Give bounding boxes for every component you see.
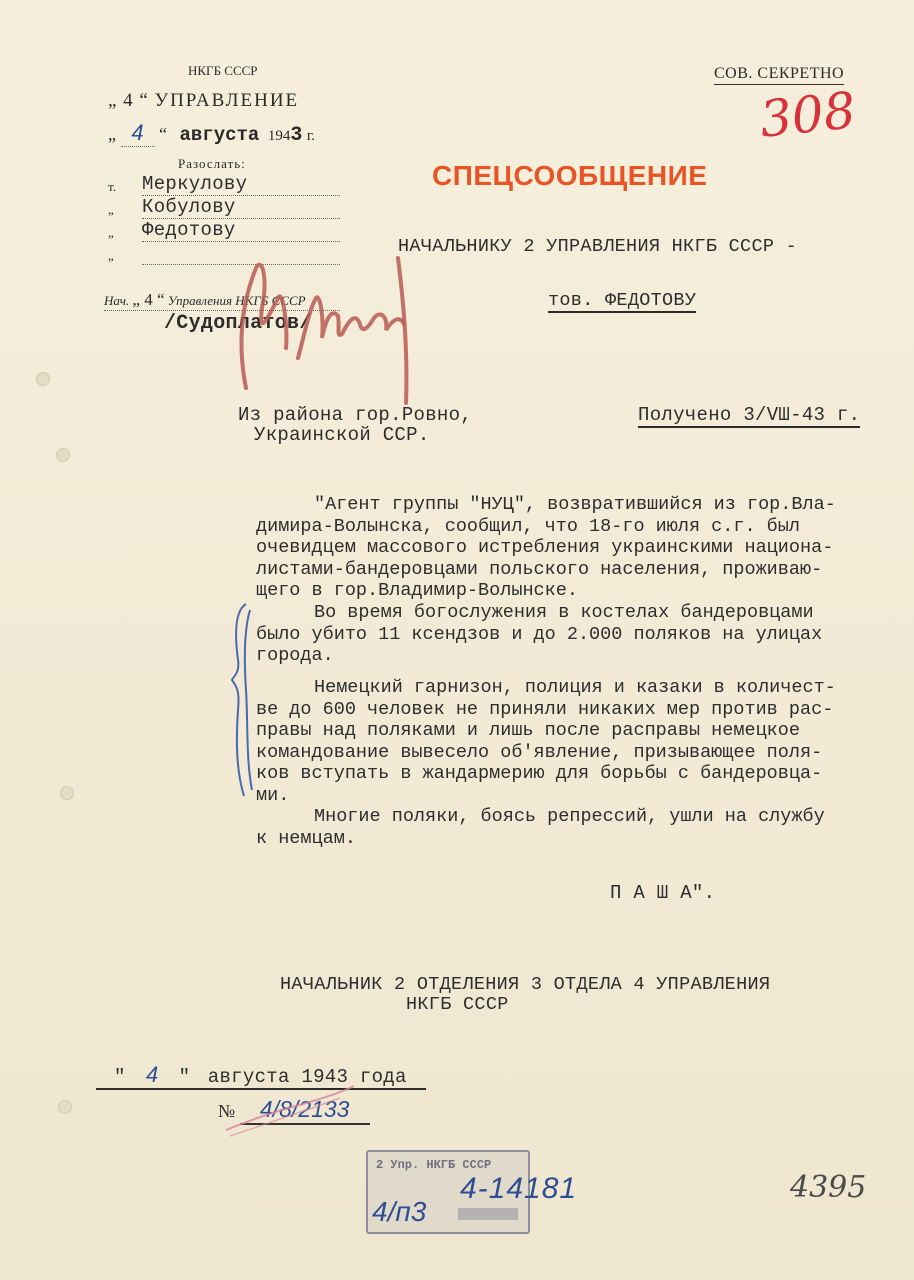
text-line: Многие поляки, боясь репрессий, ушли на службу: [314, 806, 825, 827]
paragraph-3: [256, 677, 886, 806]
text-line: листами-бандеровцами польского населения, проживаю-: [256, 558, 823, 580]
recipient-row: [108, 173, 340, 196]
corner-number: 4395: [790, 1170, 867, 1205]
recipient-prefix: „: [108, 202, 114, 217]
addressee-line2: тов. ФЕДОТОВУ: [548, 290, 697, 311]
distribute-label: Разослать:: [178, 156, 246, 171]
paragraph-4: [256, 806, 886, 849]
text-line: правы над поляками и лишь после расправы немецкое: [256, 720, 800, 741]
recipient-prefix: „: [108, 248, 114, 263]
from-line2: Украинской ССР.: [254, 424, 430, 446]
chief-name: /Судоплатов/: [164, 312, 312, 335]
chief-dept-number: „ 4 “: [132, 290, 165, 309]
stamp-smudge: [458, 1208, 518, 1220]
date-open-quote: „: [108, 124, 116, 144]
recipient-name: Кобулову: [142, 196, 340, 219]
paragraph-1: [256, 494, 886, 602]
recipient-prefix: „: [108, 225, 114, 240]
addressee-line1: НАЧАЛЬНИКУ 2 УПРАВЛЕНИЯ НКГБ СССР -: [398, 236, 798, 257]
punch-hole: [56, 448, 70, 462]
text-line: димира-Волынска, сообщил, что 18-го июля с.г. был: [256, 515, 800, 537]
footer-date-day: 4: [146, 1062, 159, 1087]
footer-date-rest: августа 1943 года: [207, 1066, 407, 1088]
stamp-text: 2 Упр. НКГБ СССР: [376, 1158, 492, 1172]
footer-date-close: ": [178, 1066, 191, 1088]
text-line: ми.: [256, 784, 290, 806]
header-date-day: 4: [121, 120, 155, 147]
punch-hole: [58, 1100, 72, 1114]
text-line: щего в гор.Владимир-Волынске.: [256, 580, 578, 601]
from-line1: Из района гор.Ровно,: [238, 404, 473, 426]
paragraph-2: [256, 602, 886, 667]
punch-hole: [60, 786, 74, 800]
text-line: к немцам.: [256, 827, 356, 849]
header-date-year-suffix: г.: [306, 128, 316, 144]
punch-hole: [36, 372, 50, 386]
red-signature-mark: [228, 238, 428, 408]
department-number: „ 4 “: [108, 90, 149, 111]
handwritten-number: 308: [757, 81, 859, 149]
org-name: НКГБ СССР: [188, 63, 258, 78]
recipient-prefix: т.: [108, 179, 116, 194]
stamp-initials: 4/п3: [372, 1196, 427, 1227]
text-line: Немецкий гарнизон, полиция и казаки в количест-: [314, 677, 836, 698]
department-line: [108, 90, 299, 112]
stamp-handwritten-number: 4-14181: [460, 1172, 578, 1205]
classification: СОВ. СЕКРЕТНО: [714, 65, 844, 85]
agent-signature: П А Ш А".: [610, 882, 716, 904]
text-line: ков вступать в жандармерию для борьбы с бандеровца-: [256, 763, 823, 784]
recipient-name: Меркулову: [142, 173, 340, 196]
blue-margin-bracket: [228, 600, 256, 800]
header-date-year: 194: [267, 128, 291, 144]
chief-label: Нач.: [104, 293, 130, 308]
date-close-quote: “: [159, 124, 167, 144]
footer-date-open: ": [114, 1066, 126, 1088]
text-line: Во время богослужения в костелах бандеровцами: [314, 602, 814, 623]
text-line: было убито 11 ксендзов и до 2.000 поляков на улицах: [256, 623, 823, 645]
pink-scribble: [220, 1080, 360, 1140]
text-line: командование вывесело об'явление, призывающее поля-: [256, 741, 823, 763]
department-label: УПРАВЛЕНИЕ: [154, 90, 300, 111]
header-date-month: августа: [179, 124, 260, 146]
received-date: Получено 3/VШ-43 г.: [638, 404, 861, 426]
recipient-row: [108, 196, 340, 219]
text-line: ве до 600 человек не приняли никаких мер против рас-: [256, 698, 834, 720]
document-title: СПЕЦСООБЩЕНИЕ: [432, 160, 708, 191]
header-date: [108, 120, 315, 147]
text-line: "Агент группы "НУЦ", возвратившийся из гор.Вла-: [314, 494, 836, 515]
signer-title-line1: НАЧАЛЬНИК 2 ОТДЕЛЕНИЯ 3 ОТДЕЛА 4 УПРАВЛЕНИЯ: [280, 974, 771, 995]
text-line: города.: [256, 645, 334, 666]
signer-title-line2: НКГБ СССР: [406, 994, 509, 1015]
doc-number-value: 4/8/2133: [240, 1096, 370, 1125]
doc-number-label: №: [218, 1101, 236, 1121]
recipient-name: Федотову: [142, 219, 340, 242]
text-line: очевидцем массового истребления украинскими национа-: [256, 537, 834, 558]
header-date-year-digit: 3: [290, 124, 303, 147]
chief-dept: Управления НКГБ СССР: [167, 293, 306, 308]
